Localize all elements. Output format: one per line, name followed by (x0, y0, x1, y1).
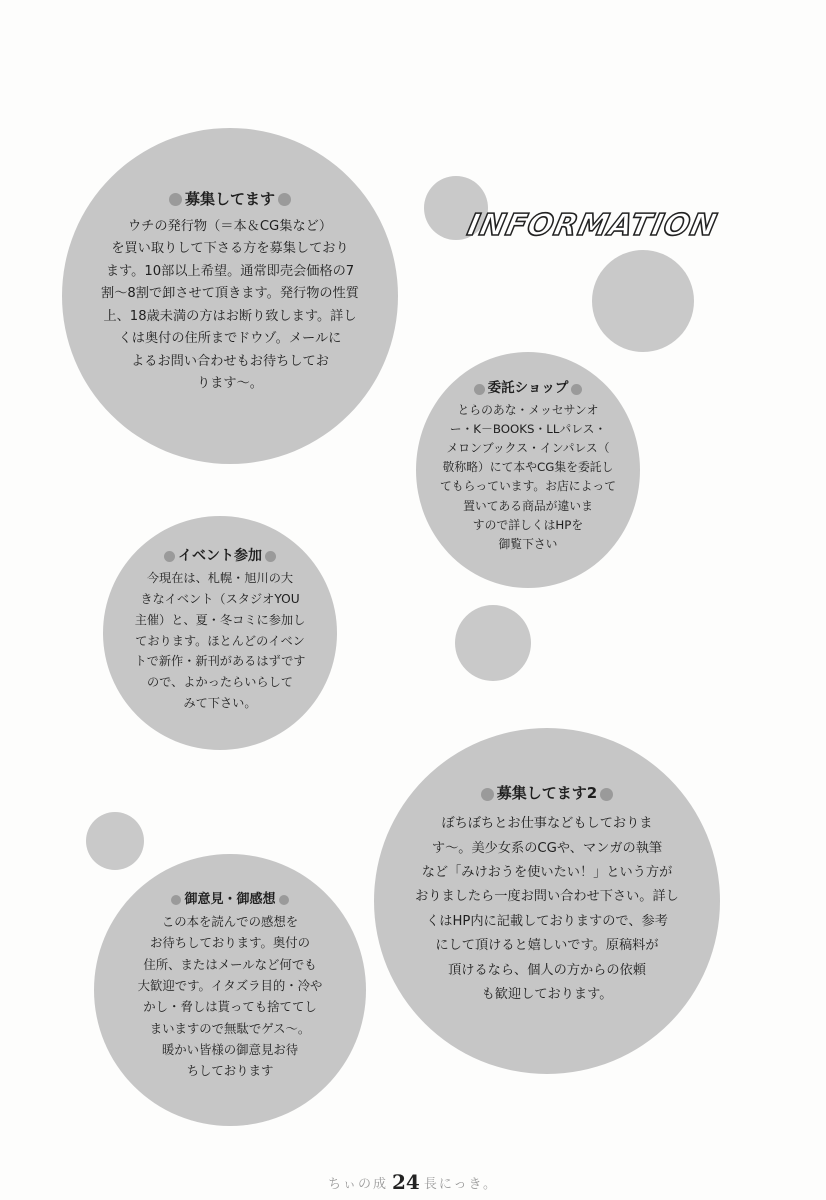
body-line: この本を読んでの感想を (161, 913, 299, 929)
body-line: 大歓迎です。イタズラ目的・冷や (137, 977, 323, 993)
decor-circle (592, 250, 694, 352)
body-line: てもらっています。お店によって (439, 479, 616, 494)
bullet-dot-icon (481, 788, 494, 801)
body-line: 上、18歳未満の方はお断り致します。詳し (103, 308, 357, 324)
section-feedback (94, 854, 366, 1126)
body-line: にして頂けると嬉しいです。原稿料が (435, 938, 659, 954)
body-line: ぼちぼちとお仕事などもしておりま (441, 816, 653, 832)
section-body (415, 812, 679, 1007)
body-line: かし・脅しは貰っても捨ててし (143, 999, 317, 1015)
bullet-dot-icon (171, 895, 181, 905)
body-line: おりましたら一度お問い合わせ下さい。詳し (415, 889, 679, 905)
body-line: を買い取りして下さる方を募集しており (111, 241, 349, 257)
body-line: ー・K－BOOKS・LLパレス・ (449, 422, 607, 437)
body-line: ちしております (186, 1063, 274, 1079)
section-title (166, 187, 294, 213)
body-line: みて下さい。 (183, 695, 257, 710)
body-line: 主催）と、夏・冬コミに参加し (134, 612, 306, 627)
section-title (471, 378, 586, 400)
body-line: す～。美少女系のCGや、マンガの執筆 (431, 840, 663, 856)
body-line: ます。10部以上希望。通常即売会価格の7 (105, 263, 355, 279)
section-events (103, 516, 337, 750)
section-title (161, 545, 279, 569)
body-line: ので、よかったらいらして (146, 675, 293, 689)
body-line: トで新作・新刊があるはずです (134, 654, 306, 669)
section-title-text: 御意見・御感想 (184, 891, 276, 907)
bullet-dot-icon (278, 193, 291, 206)
body-line: 今現在は、札幌・旭川の大 (146, 571, 294, 586)
decor-circle (455, 605, 531, 681)
section-recruit (62, 128, 398, 464)
body-line: 暖かい皆様の御意見お待 (161, 1041, 299, 1057)
body-line: よるお問い合わせもお待ちしてお (131, 353, 329, 369)
body-line: お待ちしております。奥付の (149, 935, 311, 951)
page-number: 24 (391, 1170, 420, 1194)
section-title (168, 889, 291, 911)
bullet-dot-icon (474, 384, 485, 395)
page-footer (0, 1170, 826, 1194)
bullet-dot-icon (571, 384, 582, 395)
body-line: ております。ほとんどのイベン (135, 633, 305, 648)
footer-title-right: 長にっき。 (423, 1176, 499, 1192)
body-line: くはHP内に記載しておりますので、参考 (426, 913, 668, 929)
bullet-dot-icon (600, 788, 613, 801)
section-body (440, 401, 616, 554)
section-title-text: 委託ショップ (487, 380, 569, 397)
bullet-dot-icon (265, 551, 276, 562)
body-line: 割～8割で卸させて頂きます。発行物の性質 (101, 286, 359, 302)
body-line: とらのあな・メッセサンオ (457, 402, 599, 417)
bullet-dot-icon (279, 895, 289, 905)
body-line: も歓迎しております。 (481, 987, 613, 1003)
bullet-dot-icon (169, 193, 182, 206)
body-line: 頂けるなら、個人の方からの依頼 (448, 962, 646, 978)
section-title-text: イベント参加 (178, 547, 262, 564)
section-title-text: 募集してます2 (496, 784, 598, 803)
decor-circle (86, 812, 144, 870)
footer-title-left: ちぃの成 (327, 1176, 388, 1192)
body-line: 住所、またはメールなど何でも (143, 956, 317, 972)
section-body (135, 568, 306, 713)
section-recruit-2 (374, 728, 720, 1074)
body-line: メロンブックス・インパレス（ (446, 441, 610, 456)
body-line: すので詳しくはHPを (472, 517, 584, 532)
body-line: きなイベント（スタジオYOU (140, 592, 300, 607)
bullet-dot-icon (164, 551, 175, 562)
section-title-text: 募集してます (184, 189, 275, 208)
section-consignment-shops (416, 352, 640, 588)
body-line: 敬称略）にて本やCG集を委託し (442, 460, 614, 475)
body-line: ります～。 (197, 376, 263, 392)
section-title (478, 780, 616, 808)
body-line: ウチの発行物（＝本＆CG集など） (127, 219, 333, 234)
body-line: まいますので無駄でゲス～。 (149, 1020, 311, 1036)
section-body (138, 911, 323, 1082)
body-line: など「みけおうを使いたい！」という方が (421, 865, 673, 881)
body-line: 置いてある商品が違いま (463, 498, 593, 513)
body-line: 御覧下さい (498, 536, 558, 551)
page-title: INFORMATION (464, 208, 721, 243)
section-body (101, 216, 359, 396)
body-line: くは奥付の住所までドウゾ。メールに (118, 331, 342, 347)
